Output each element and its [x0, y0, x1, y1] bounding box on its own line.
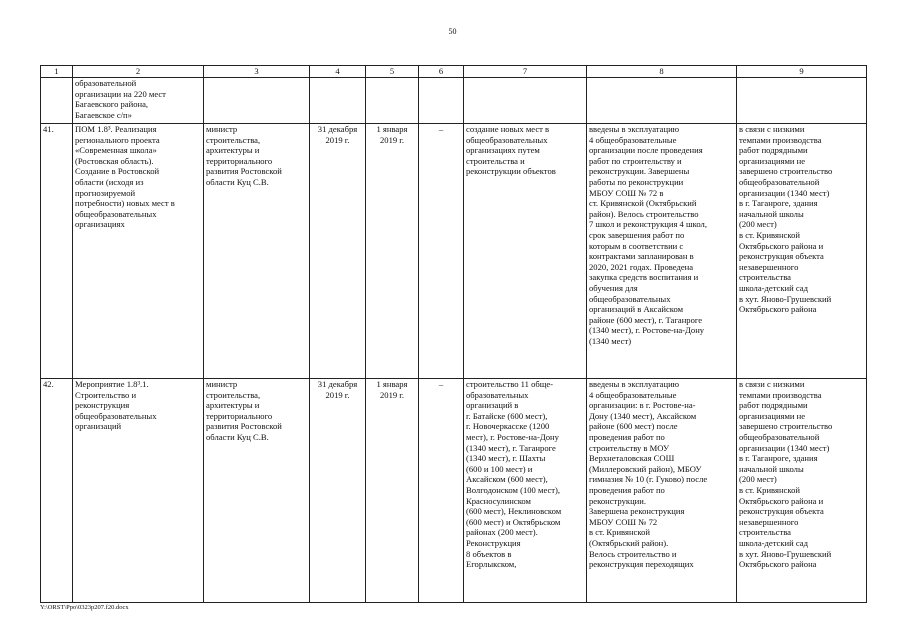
end-date-cell	[419, 78, 464, 124]
column-header: 2	[73, 66, 204, 78]
actual-result-cell	[587, 78, 737, 124]
row-number-cell: 41.	[41, 124, 73, 379]
column-header: 3	[204, 66, 310, 78]
end-date-cell: –	[419, 124, 464, 379]
activity-name-cell: образовательной организации на 220 мест Багаевского района, Багаевское с/п»	[73, 78, 204, 124]
planned-date-cell: 31 декабря 2019 г.	[310, 379, 366, 603]
planned-result-cell: создание новых мест в общеобразовательных организациях путем строительства и реконструкции объектов	[464, 124, 587, 379]
column-header: 6	[419, 66, 464, 78]
table-row	[41, 379, 867, 603]
responsible-cell: министр строительства, архитектуры и территориального развития Ростовской области Куц С.В.	[204, 124, 310, 379]
start-date-cell: 1 января 2019 г.	[366, 379, 419, 603]
planned-result-cell	[464, 78, 587, 124]
reason-cell: в связи с низкими темпами производства работ подрядными организациями не завершено строительство общеобразовательной организации (1340 мест) в г. Таганроге, здания начальной школы (200 мест) в ст. Кривянской Октябрьского района и реконструкция объекта незавершенного строительства школа-детский сад в хут. Яново-Грушевский Октябрьского района	[737, 124, 867, 379]
report-table	[40, 65, 867, 603]
table-row	[41, 78, 867, 124]
responsible-cell: министр строительства, архитектуры и территориального развития Ростовской области Куц С.В.	[204, 379, 310, 603]
end-date-cell: –	[419, 379, 464, 603]
column-header: 4	[310, 66, 366, 78]
table-header-row	[41, 66, 867, 78]
start-date-cell	[366, 78, 419, 124]
row-number-cell: 42.	[41, 379, 73, 603]
activity-name-cell: Мероприятие 1.8³.1. Строительство и реконструкция общеобразовательных организаций	[73, 379, 204, 603]
planned-date-cell: 31 декабря 2019 г.	[310, 124, 366, 379]
start-date-cell: 1 января 2019 г.	[366, 124, 419, 379]
reason-cell	[737, 78, 867, 124]
column-header: 7	[464, 66, 587, 78]
planned-result-cell: строительство 11 обще- образовательных организаций в г. Батайске (600 мест), г. Новочеркасске (1200 мест), г. Ростове-на-Дону (1340 мест), г. Таганроге (1340 мест), г. Шахты (600 и 100 мест) и Аксайском (600 мест), Волгодонском (100 мест), Красносулинском (600 мест), Неклиновском (600 мест) и Октябрьском районах (200 мест). Реконструкция 8 объектов в Егорлыкском,	[464, 379, 587, 603]
planned-date-cell	[310, 78, 366, 124]
activity-name-cell: ПОМ 1.8³. Реализация регионального проекта «Современная школа» (Ростовская область). Создание в Ростовской области (исходя из прогнозируемой потребности) новых мест в общеобразовательных организациях	[73, 124, 204, 379]
actual-result-cell: введены в эксплуатацию 4 общеобразовательные организации: в г. Ростове-на- Дону (1340 мест), Аксайском районе (600 мест) после проведения работ по строительству в МОУ Верхнеталовская СОШ (Миллеровский район), МБОУ гимназия № 10 (г. Гуково) после проведения работ по реконструкции. Завершена реконструкция МБОУ СОШ № 72 в ст. Кривянской (Октябрьский район). Велось строительство и реконструкция переходящих	[587, 379, 737, 603]
page-number: 50	[448, 27, 457, 36]
responsible-cell	[204, 78, 310, 124]
row-number-cell	[41, 78, 73, 124]
column-header: 5	[366, 66, 419, 78]
column-header: 9	[737, 66, 867, 78]
reason-cell: в связи с низкими темпами производства работ подрядными организациями не завершено строительство общеобразовательной организации (1340 мест) в г. Таганроге, здания начальной школы (200 мест) в ст. Кривянской Октябрьского района и реконструкция объекта незавершенного строительства школа-детский сад в хут. Яново-Грушевский Октябрьского района	[737, 379, 867, 603]
table-row	[41, 124, 867, 379]
column-header: 8	[587, 66, 737, 78]
column-header: 1	[41, 66, 73, 78]
document-path-footer: Y:\ORST\Ppo\0323p207.f20.docx	[40, 604, 129, 611]
actual-result-cell: введены в эксплуатацию 4 общеобразовательные организации после проведения работ по строительству и реконструкции. Завершены работы по реконструкции МБОУ СОШ № 72 в ст. Кривянской (Октябрьский район). Велось строительство 7 школ и реконструкция 4 школ, срок завершения работ по которым в соответствии с контрактами запланирован в 2020, 2021 годах. Проведена закупка средств воспитания и обучения для общеобразовательных организаций в Аксайском районе (600 мест), г. Таганроге (1340 мест), г. Ростове-на-Дону (1340 мест)	[587, 124, 737, 379]
